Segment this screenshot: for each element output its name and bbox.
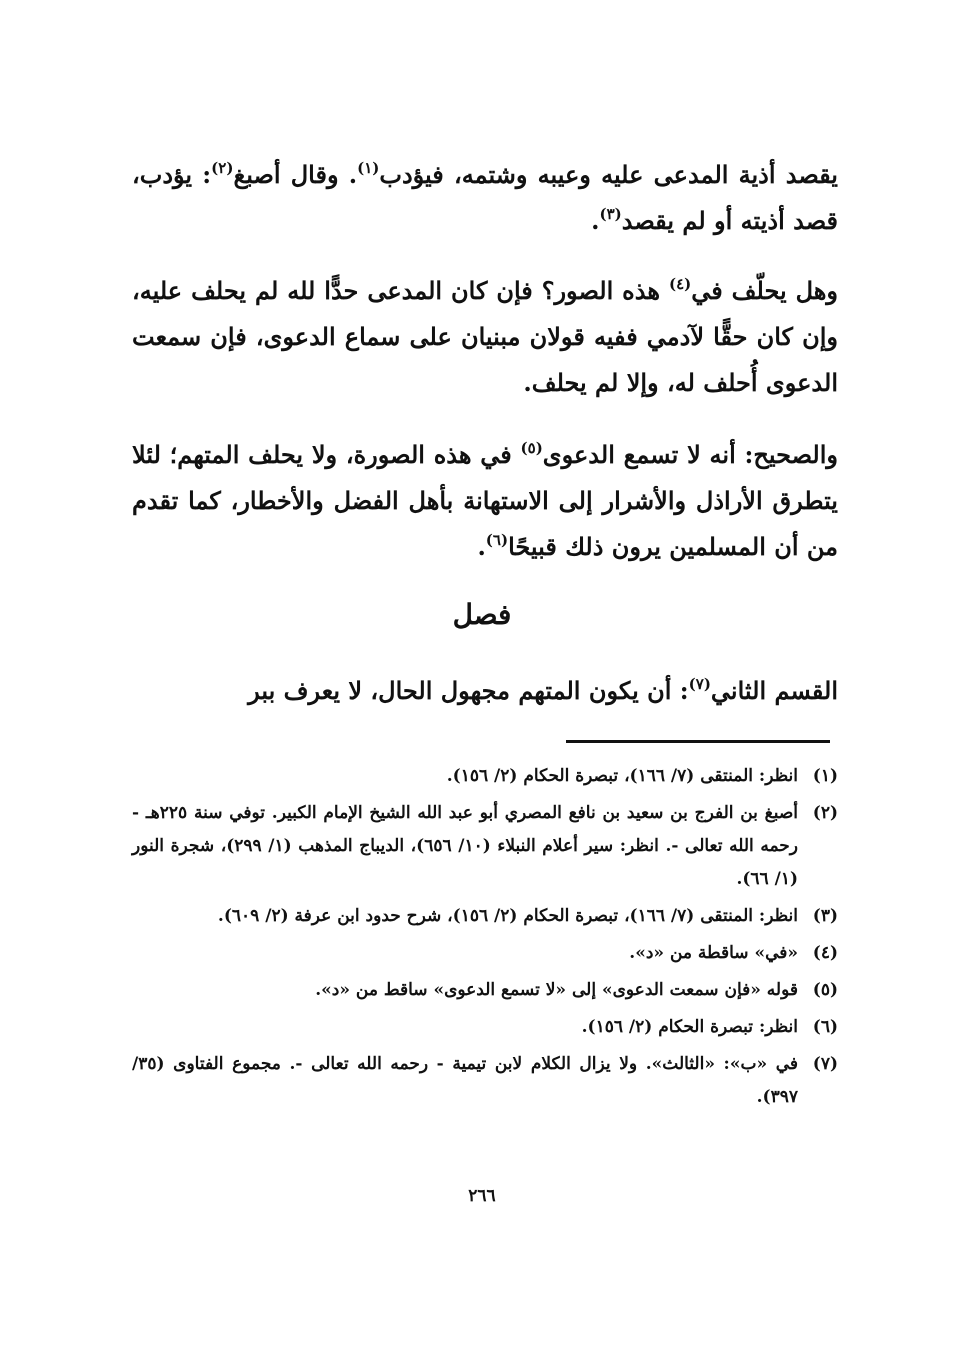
footnote-text: انظر: المنتقى (٧/ ١٦٦)، تبصرة الحكام (٢/ ١٥٦)، شرح حدود ابن عرفة (٢/ ٦٠٩). (217, 906, 798, 926)
footnote-number: (٤) (812, 943, 838, 963)
footnote-ref-6[interactable]: (٦) (485, 531, 509, 549)
footnote-number: (٧) (812, 1054, 838, 1074)
footnote-item (132, 760, 838, 793)
footnote-item (132, 900, 838, 933)
footnote-ref-3[interactable]: (٣) (599, 205, 622, 223)
footnote-item (132, 797, 838, 896)
footnote-number: (٢) (812, 803, 838, 823)
footnote-list (132, 760, 838, 1118)
footnote-ref-1[interactable]: (١) (357, 159, 380, 177)
footnote-number: (٥) (812, 980, 838, 1000)
body-paragraph-2 (132, 268, 838, 406)
text-segment: . (477, 532, 486, 561)
footnote-text: أصبغ بن الفرج بن سعيد بن نافع المصري أبو عبد الله الشيخ الإمام الكبير. توفي سنة ٢٢٥هـ - رحمه الله تعالى -. انظر: سير أعلام النبلاء (١٠/ ٦٥٦)، الديباج المذهب (١/ ٢٩٩)، شجرة النور (١/ ٦٦). (132, 803, 799, 889)
footnote-ref-5[interactable]: (٥) (520, 439, 543, 457)
footnote-item (132, 937, 838, 970)
footnote-ref-4[interactable]: (٤) (668, 275, 692, 293)
body-paragraph-1 (132, 152, 838, 244)
body-paragraph-3 (132, 432, 838, 570)
text-segment: : يؤدب، قصد أذيته أو لم يقصد (132, 160, 838, 235)
page-number: ٢٦٦ (468, 1186, 496, 1206)
footnote-text: في «ب»: «الثالث». ولا يزال الكلام لابن تيمية - رحمه الله تعالى -. مجموع الفتاوى (٣٥/ ٣٩٧). (132, 1054, 798, 1107)
text-segment: يقصد أذية المدعى عليه وعيبه وشتمه، فيؤدب (379, 160, 838, 189)
footnote-ref-7[interactable]: (٧) (688, 675, 711, 693)
text-segment: : أن يكون المتهم مجهول الحال، لا يعرف ببر (248, 676, 689, 705)
text-segment: هذه الصور؟ فإن كان المدعى حدًّا لله لم يحلف عليه، وإن كان حقًّا لآدمي ففيه قولان مبنيان على سماع الدعوى، فإن سمعت الدعوى أُحلف له، وإلا لم يحلف. (132, 276, 839, 397)
text-segment: والصحيح: أنه لا تسمع الدعوى (542, 440, 838, 469)
text-segment: . (591, 206, 600, 235)
footnote-item (132, 974, 838, 1007)
text-segment: القسم الثاني (710, 676, 838, 705)
footnote-text: قوله «فإن سمعت الدعوى» إلى «لا تسمع الدعوى» ساقط من «د». (315, 980, 798, 1000)
footnote-item (132, 1011, 838, 1044)
footnote-number: (١) (812, 766, 838, 786)
footnote-divider (566, 740, 830, 743)
footnote-text: انظر: تبصرة الحكام (٢/ ١٥٦). (581, 1017, 798, 1037)
footnote-text: انظر: المنتقى (٧/ ١٦٦)، تبصرة الحكام (٢/ ١٥٦). (446, 766, 798, 786)
footnote-text: «في» ساقطة من «د». (629, 943, 798, 963)
footnote-ref-2[interactable]: (٢) (211, 159, 234, 177)
section-heading: فصل (452, 598, 512, 631)
footnote-number: (٣) (812, 906, 838, 926)
footnote-number: (٦) (812, 1017, 838, 1037)
text-segment: في هذه الصورة، ولا يحلف المتهم؛ لئلا يتطرق الأراذل والأشرار إلى الاستهانة بأهل الفضل والأخطار، كما تقدم من أن المسلمين يرون ذلك قبيحًا (132, 440, 838, 561)
body-paragraph-4 (132, 668, 838, 714)
footnote-item (132, 1048, 838, 1114)
text-segment: وهل يحلّف في (691, 276, 839, 305)
text-segment: . وقال أصبغ (233, 160, 358, 189)
